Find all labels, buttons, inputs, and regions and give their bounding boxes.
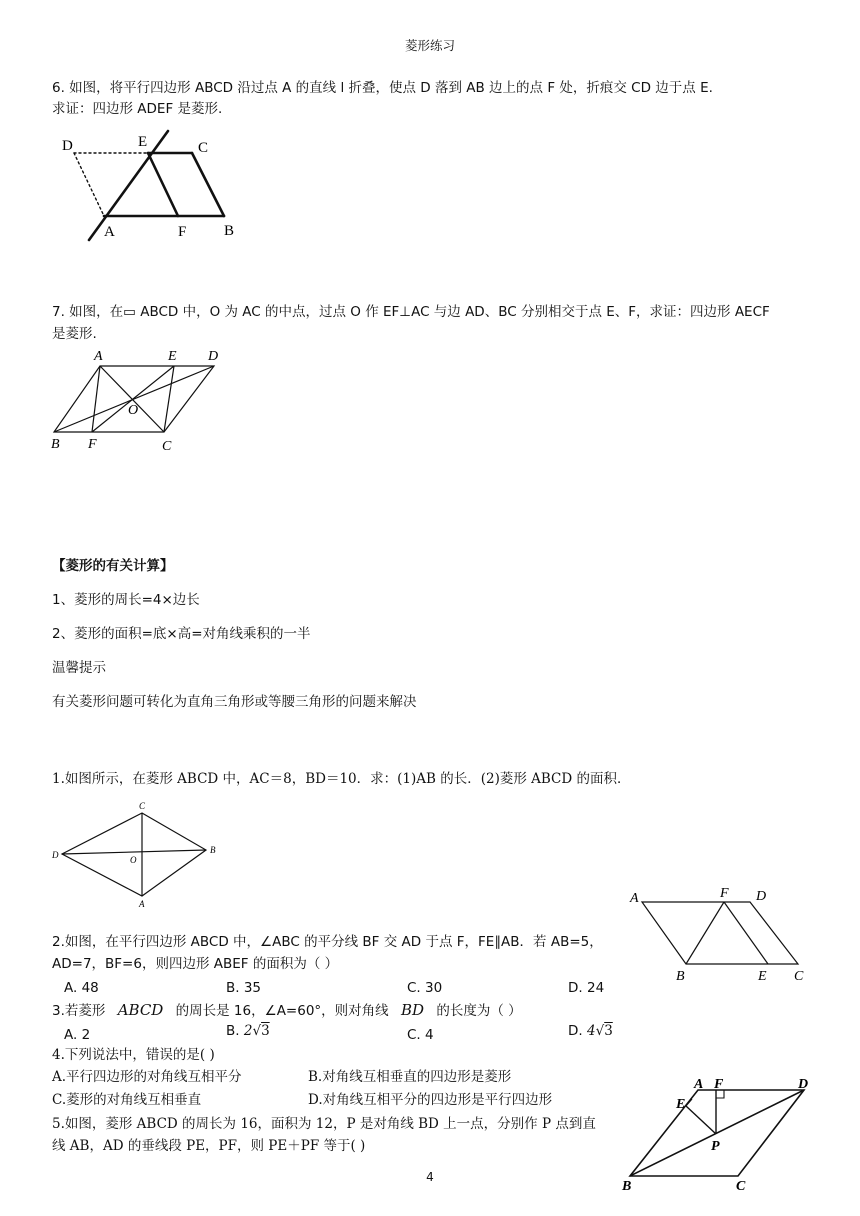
p3-stem-post: 的长度为（ ） (436, 1003, 522, 1019)
p2-label-b: B (676, 969, 685, 984)
p5-segment-pe (686, 1106, 716, 1134)
q7-segment-ef (92, 366, 174, 432)
q6-label-f: F (178, 224, 187, 240)
p2-text-line2: AD=7，BF=6，则四边形 ABEF 的面积为（ ） (52, 956, 339, 972)
p3-math-bd: BD (400, 1001, 425, 1019)
p3-stem-pre: 3.若菱形 (52, 1003, 106, 1019)
q6-text-line2: 求证：四边形 ADEF 是菱形. (52, 101, 223, 117)
q6-side-cb (192, 153, 224, 216)
p2-option-a: A. 48 (64, 980, 99, 996)
page-number: 4 (426, 1170, 434, 1184)
p5-label-c: C (736, 1179, 746, 1192)
p4-stem: 4.下列说法中，错误的是( ) (52, 1047, 215, 1063)
q7-diagonal-ac (100, 366, 164, 432)
p3-option-d-label: D. (568, 1023, 587, 1039)
p2-text-line1: 2.如图，在平行四边形 ABCD 中，∠ABC 的平分线 BF 交 AD 于点 F，FE∥AB．若 AB=5， (52, 934, 603, 950)
p3-option-d-sqrt: √3 (595, 1023, 613, 1039)
p1-diagonal-bd (62, 850, 206, 854)
section-title: 【菱形的有关计算】 (52, 558, 174, 574)
p2-option-d: D. 24 (568, 980, 605, 996)
p5-text-line1: 5.如图，菱形 ABCD 的周长为 16，面积为 12，P 是对角线 BD 上一点，分别作 P 点到直 (52, 1116, 596, 1132)
tip-text: 有关菱形问题可转化为直角三角形或等腰三角形的问题来解决 (52, 694, 417, 710)
p2-bisector-bf (686, 902, 724, 964)
p1-label-c: C (139, 801, 146, 811)
p4-option-d: D.对角线互相平分的四边形是平行四边形 (308, 1092, 553, 1108)
page-header: 菱形练习 (404, 38, 455, 53)
q7-text-line2: 是菱形. (52, 326, 97, 342)
p3-option-b-coef: 2 (243, 1023, 253, 1039)
p4-option-b: B.对角线互相垂直的四边形是菱形 (308, 1069, 512, 1085)
p3-option-a: A. 2 (64, 1027, 91, 1043)
q7-label-c: C (162, 439, 172, 454)
p1-label-b: B (210, 845, 216, 855)
p3-option-b-sqrt: √3 (252, 1023, 270, 1039)
p3-stem (52, 1001, 522, 1021)
p2-label-f: F (720, 886, 729, 901)
p2-figure (626, 880, 816, 988)
p1-label-o: O (130, 855, 137, 865)
p4-option-a: A.平行四边形的对角线互相平分 (52, 1069, 242, 1085)
p5-label-a: A (694, 1078, 704, 1092)
q6-label-e: E (138, 134, 148, 150)
q6-label-d: D (62, 138, 73, 154)
q6-fold-line (89, 131, 168, 240)
p3-option-c: C. 4 (407, 1027, 434, 1043)
p4-option-c: C.菱形的对角线互相垂直 (52, 1092, 202, 1108)
p5-label-f: F (714, 1078, 724, 1092)
section-item-perimeter: 1、菱形的周长=4×边长 (52, 592, 200, 608)
p3-option-d-radicand: 3 (604, 1023, 613, 1039)
p5-label-b: B (622, 1179, 632, 1192)
p3-math-abcd: ABCD (117, 1001, 164, 1019)
p3-stem-mid: 的周长是 16，∠A=60°，则对角线 (175, 1003, 389, 1019)
p2-label-d: D (756, 889, 767, 904)
p2-option-c: C. 30 (407, 980, 443, 996)
p1-label-d: D (52, 850, 59, 860)
tip-title: 温馨提示 (52, 660, 106, 676)
p2-option-b: B. 35 (226, 980, 262, 996)
q7-text-line1: 7. 如图，在▭ ABCD 中，O 为 AC 的中点，过点 O 作 EF⊥AC 与边 AD、BC 分别相交于点 E、F，求证：四边形 AECF (52, 304, 770, 320)
q7-label-d: D (208, 349, 219, 364)
q6-label-a: A (104, 224, 115, 240)
p1-text: 1.如图所示，在菱形 ABCD 中，AC＝8，BD＝10．求：(1)AB 的长．(2)菱形 ABCD 的面积． (52, 771, 631, 787)
q7-label-e: E (168, 349, 177, 364)
p5-text-line2: 线 AB，AD 的垂线段 PE，PF，则 PE＋PF 等于( ) (52, 1138, 366, 1154)
p2-label-c: C (794, 969, 804, 984)
p5-label-d: D (798, 1078, 809, 1092)
p5-diagonal-bd (630, 1090, 804, 1176)
q6-label-b: B (224, 223, 235, 239)
q7-segment-ec (164, 366, 174, 432)
q6-dotted-da (74, 153, 104, 216)
p3-option-d-coef: 4 (586, 1023, 596, 1039)
q7-label-o: O (128, 403, 139, 418)
p3-option-b-radicand: 3 (261, 1023, 270, 1039)
p2-label-e: E (758, 969, 767, 984)
p2-segment-fe (724, 902, 768, 964)
section-item-area: 2、菱形的面积=底×高=对角线乘积的一半 (52, 626, 311, 642)
p1-label-a: A (139, 899, 145, 909)
q6-label-c: C (198, 140, 209, 156)
q6-figure (52, 128, 262, 248)
q6-text-line1: 6. 如图，将平行四边形 ABCD 沿过点 A 的直线 l 折叠，使点 D 落到 AB 边上的点 F 处，折痕交 CD 边于点 E. (52, 80, 713, 96)
q6-side-ef (148, 153, 178, 216)
p3-option-b-label: B. (226, 1023, 244, 1039)
p2-parallelogram (642, 902, 798, 964)
p3-option-d (568, 1022, 613, 1040)
p1-figure (50, 800, 230, 910)
q7-figure (48, 346, 228, 458)
q7-label-b: B (51, 437, 60, 452)
q7-label-f: F (88, 437, 97, 452)
p5-right-angle-e (686, 1099, 692, 1106)
p5-label-e: E (676, 1097, 686, 1112)
p2-label-a: A (630, 891, 639, 906)
q7-diagonal-bd (54, 366, 214, 432)
p5-label-p: P (711, 1139, 720, 1154)
q7-label-a: A (94, 349, 103, 364)
p3-option-b (226, 1022, 270, 1040)
